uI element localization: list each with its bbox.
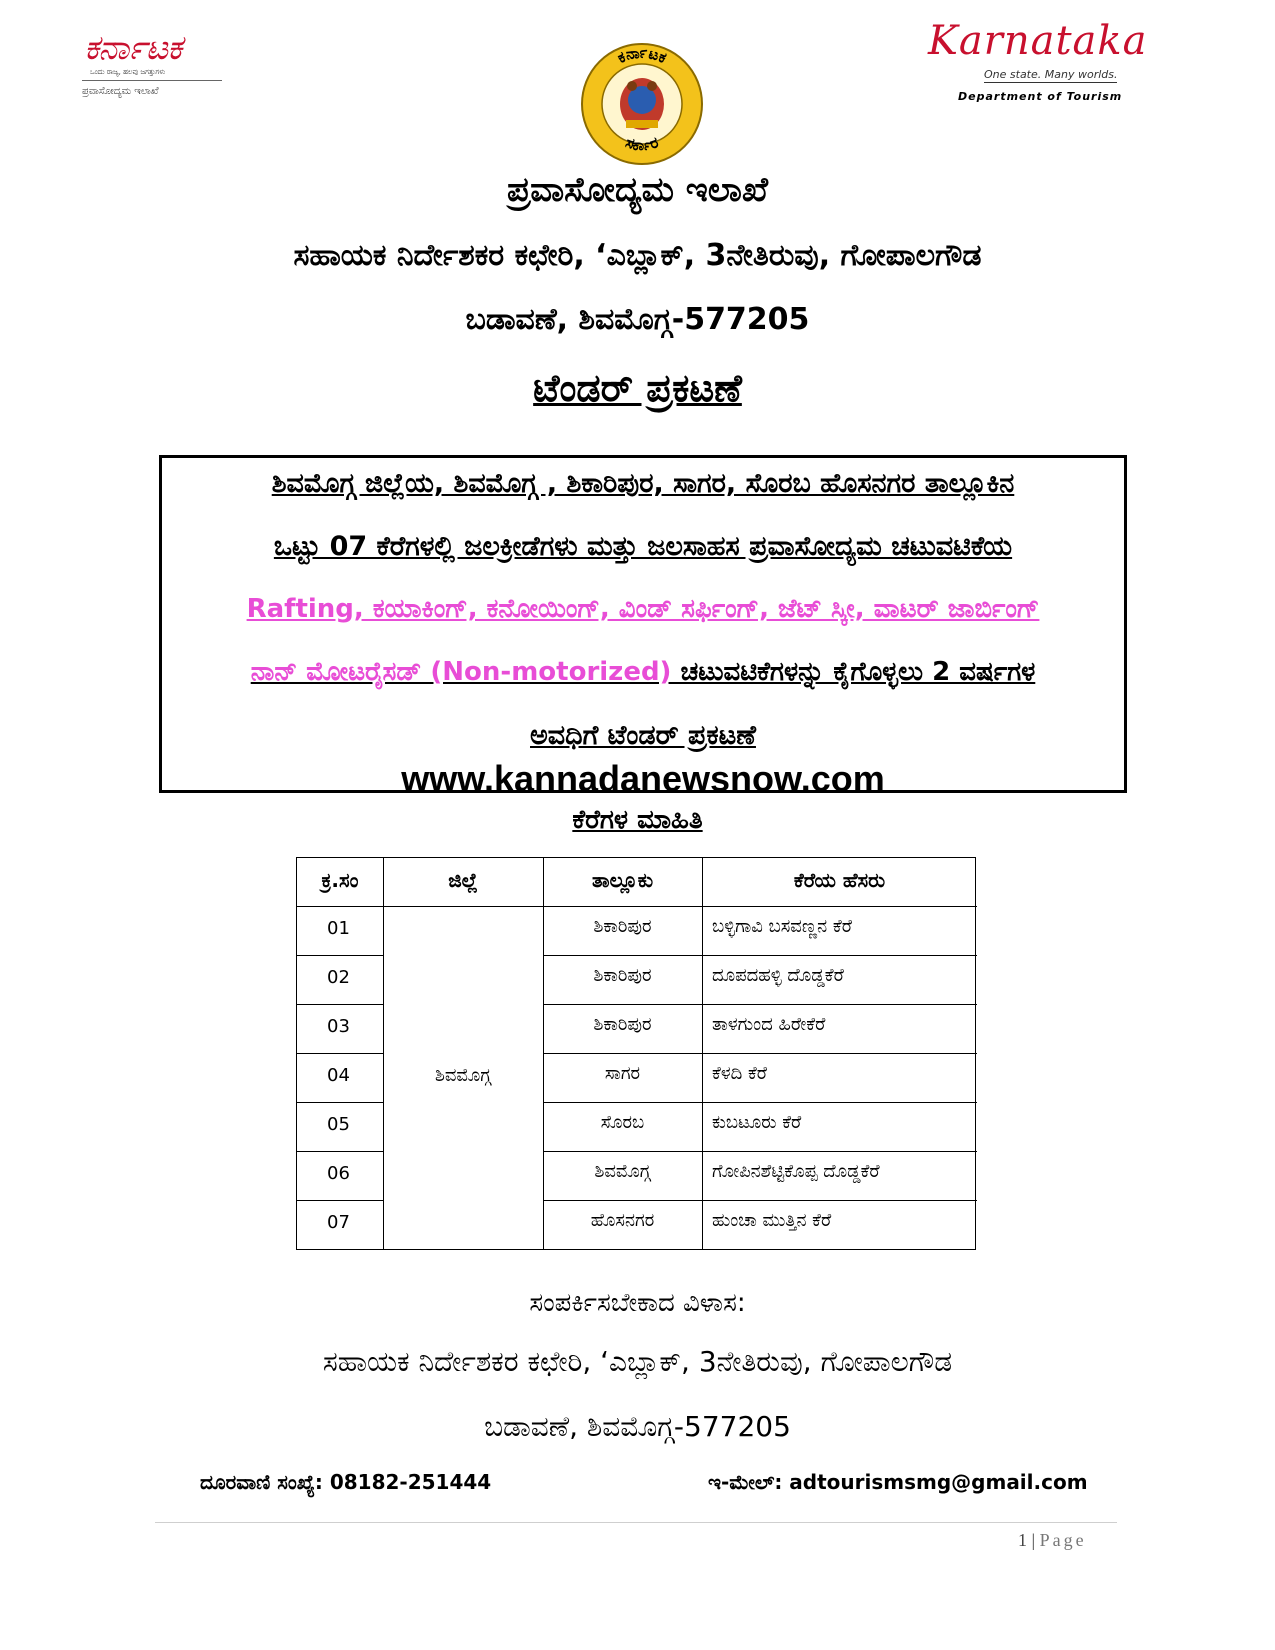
lake-name-cell: ಗೋಪಿನಶೆಟ್ಟಿಕೊಪ್ಪ ದೊಡ್ಡಕೆರೆ [712, 1161, 880, 1182]
svg-text:ಸರ್ಕಾರ [623, 133, 660, 154]
logo-script: ಕರ್ನಾಟಕ [84, 28, 182, 68]
lake-name-cell: ತಾಳಗುಂದ ಹಿರೇಕೆರೆ [712, 1014, 826, 1035]
district-cell: ಶಿವಮೊಗ್ಗ [435, 1065, 491, 1086]
notice-line-3: Rafting, ಕಯಾಕಿಂಗ್, ಕನೋಯಿಂಗ್, ವಿಂಡ್ ಸರ್ಫಿಂಗ್, ಜೆಟ್ ಸ್ಕೀ, ವಾಟರ್ ಜಾರ್ಬಿಂಗ್ [246, 594, 1040, 624]
serial-cell: 04 [327, 1065, 350, 1086]
row-divider [297, 1004, 383, 1005]
taluk-cell: ಶಿಕಾರಿಪುರ [593, 916, 652, 937]
serial-cell: 01 [327, 918, 350, 939]
tender-notice-box [159, 455, 1127, 799]
taluk-cell: ಸಾಗರ [604, 1063, 641, 1084]
lake-name-cell: ಕೆಳದಿ ಕೆರೆ [712, 1063, 768, 1084]
row-divider [543, 1200, 977, 1201]
row-divider [543, 1004, 977, 1005]
row-divider [297, 906, 977, 907]
karnataka-tourism-kannada-logo [80, 28, 230, 108]
notice-title: ಟೆಂಡರ್ ಪ್ರಕಟಣೆ [533, 366, 742, 410]
notice-line-2: ಒಟ್ಟು 07 ಕೆರೆಗಳಲ್ಲಿ ಜಲಕ್ರೀಡೆಗಳು ಮತ್ತು ಜಲಸಾಹಸ ಪ್ರವಾಸೋದ್ಯಮ ಚಟುವಟಿಕೆಯ [273, 531, 1013, 562]
taluk-cell: ಶಿಕಾರಿಪುರ [593, 965, 652, 986]
website-watermark: www.kannadanewsnow.com [401, 758, 885, 799]
notice-line-4-text: ಚಟುವಟಿಕೆಗಳನ್ನು ಕೈಗೊಳ್ಳಲು 2 ವರ್ಷಗಳ [680, 657, 1036, 687]
contact-address-line1: ಸಹಾಯಕ ನಿರ್ದೇಶಕರ ಕಛೇರಿ, ‘ಎಬ್ಲಾಕ್, 3ನೇತಿರುವು, ಗೋಪಾಲಗೌಡ [322, 1345, 953, 1378]
row-divider [543, 1102, 977, 1103]
taluk-cell: ಶಿಕಾರಿಪುರ [593, 1014, 652, 1035]
emblem-top-text: ಕರ್ನಾಟಕ [614, 43, 670, 67]
header-serial-no: ಕ್ರ.ಸಂ [321, 868, 359, 892]
page-number-value: 1 [1018, 1530, 1027, 1550]
serial-cell: 06 [327, 1163, 350, 1184]
logo-divider [82, 80, 222, 81]
office-address-line1: ಸಹಾಯಕ ನಿರ್ದೇಶಕರ ಕಛೇರಿ, ‘ಎಬ್ಲಾಕ್, 3ನೇತಿರುವು, ಗೋಪಾಲಗೌಡ [293, 238, 982, 273]
karnataka-tourism-english-logo [928, 18, 1148, 103]
header-taluk: ತಾಲ್ಲೂಕು [591, 868, 654, 892]
logo-department: ಪ್ರವಾಸೋದ್ಯಮ ಇಲಾಖೆ [82, 86, 159, 97]
taluk-cell: ಹೊಸನಗರ [590, 1210, 655, 1231]
header-district: ಜಿಲ್ಲೆ [448, 868, 478, 892]
row-divider [297, 1151, 383, 1152]
logo-tagline: One state. Many worlds. [984, 68, 1118, 81]
header-lake-name: ಕೆರೆಯ ಹೆಸರು [793, 868, 886, 892]
lake-name-cell: ಬಳ್ಳಿಗಾವಿ ಬಸವಣ್ಣನ ಕೆರೆ [712, 916, 852, 937]
logo-tagline: ಒಂದು ರಾಜ್ಯ, ಹಲವು ಜಗತ್ತುಗಳು [90, 68, 166, 76]
row-divider [543, 1053, 977, 1054]
footer-divider [155, 1522, 1117, 1523]
notice-line-1: ಶಿವಮೊಗ್ಗ ಜಿಲ್ಲೆಯ, ಶಿವಮೊಗ್ಗ , ಶಿಕಾರಿಪುರ, ಸಾಗರ, ಸೊರಬ ಹೊಸನಗರ ತಾಲ್ಲೂಕಿನ [271, 468, 1015, 499]
lake-name-cell: ದೂಪದಹಳ್ಳಿ ದೊಡ್ಡಕೆರೆ [712, 965, 844, 986]
notice-line-5: ಅವಧಿಗೆ ಟೆಂಡರ್ ಪ್ರಕಟಣೆ [530, 720, 756, 751]
notice-line-4-highlight: ನಾನ್ ಮೋಟರೈಸಡ್ (Non-motorized) [250, 657, 681, 687]
row-divider [543, 1151, 977, 1152]
row-divider [543, 955, 977, 956]
serial-cell: 02 [327, 967, 350, 988]
row-divider [297, 955, 383, 956]
contact-heading: ಸಂಪರ್ಕಿಸಬೇಕಾದ ವಿಳಾಸ: [529, 1288, 746, 1318]
taluk-cell: ಶಿವಮೊಗ್ಗ [594, 1161, 651, 1182]
column-divider [383, 858, 384, 1249]
lake-name-cell: ಹುಂಚಾ ಮುತ್ತಿನ ಕೆರೆ [712, 1210, 832, 1231]
email-address: ಇ-ಮೇಲ್: adtourismsmg@gmail.com [708, 1470, 1088, 1494]
serial-cell: 07 [327, 1212, 350, 1233]
department-heading: ಪ್ರವಾಸೋದ್ಯಮ ಇಲಾಖೆ [506, 170, 769, 210]
lakes-table-title: ಕೆರೆಗಳ ಮಾಹಿತಿ [572, 805, 703, 835]
serial-cell: 05 [327, 1114, 350, 1135]
logo-script: Karnataka [928, 18, 1148, 64]
emblem-bottom-text: ಸರ್ಕಾರ [623, 133, 661, 155]
government-emblem-seal [580, 42, 704, 166]
contact-address-line2: ಬಡಾವಣೆ, ಶಿವಮೊಗ್ಗ-577205 [484, 1410, 791, 1443]
lake-name-cell: ಕುಬಟೂರು ಕೆರೆ [712, 1112, 802, 1133]
page-label: Page [1039, 1530, 1087, 1550]
serial-cell: 03 [327, 1016, 350, 1037]
page-separator: | [1031, 1530, 1036, 1550]
emblem-icon [580, 42, 704, 166]
lakes-table [296, 857, 976, 1250]
page-number [1018, 1530, 1087, 1551]
phone-number: ದೂರವಾಣಿ ಸಂಖ್ಯೆ: 08182-251444 [200, 1470, 492, 1494]
logo-department: Department of Tourism [958, 90, 1123, 103]
row-divider [297, 1053, 383, 1054]
taluk-cell: ಸೊರಬ [600, 1112, 645, 1133]
office-address-line2: ಬಡಾವಣೆ, ಶಿವಮೊಗ್ಗ-577205 [465, 302, 810, 337]
notice-line-4 [162, 657, 1124, 688]
row-divider [297, 1200, 383, 1201]
row-divider [297, 1102, 383, 1103]
